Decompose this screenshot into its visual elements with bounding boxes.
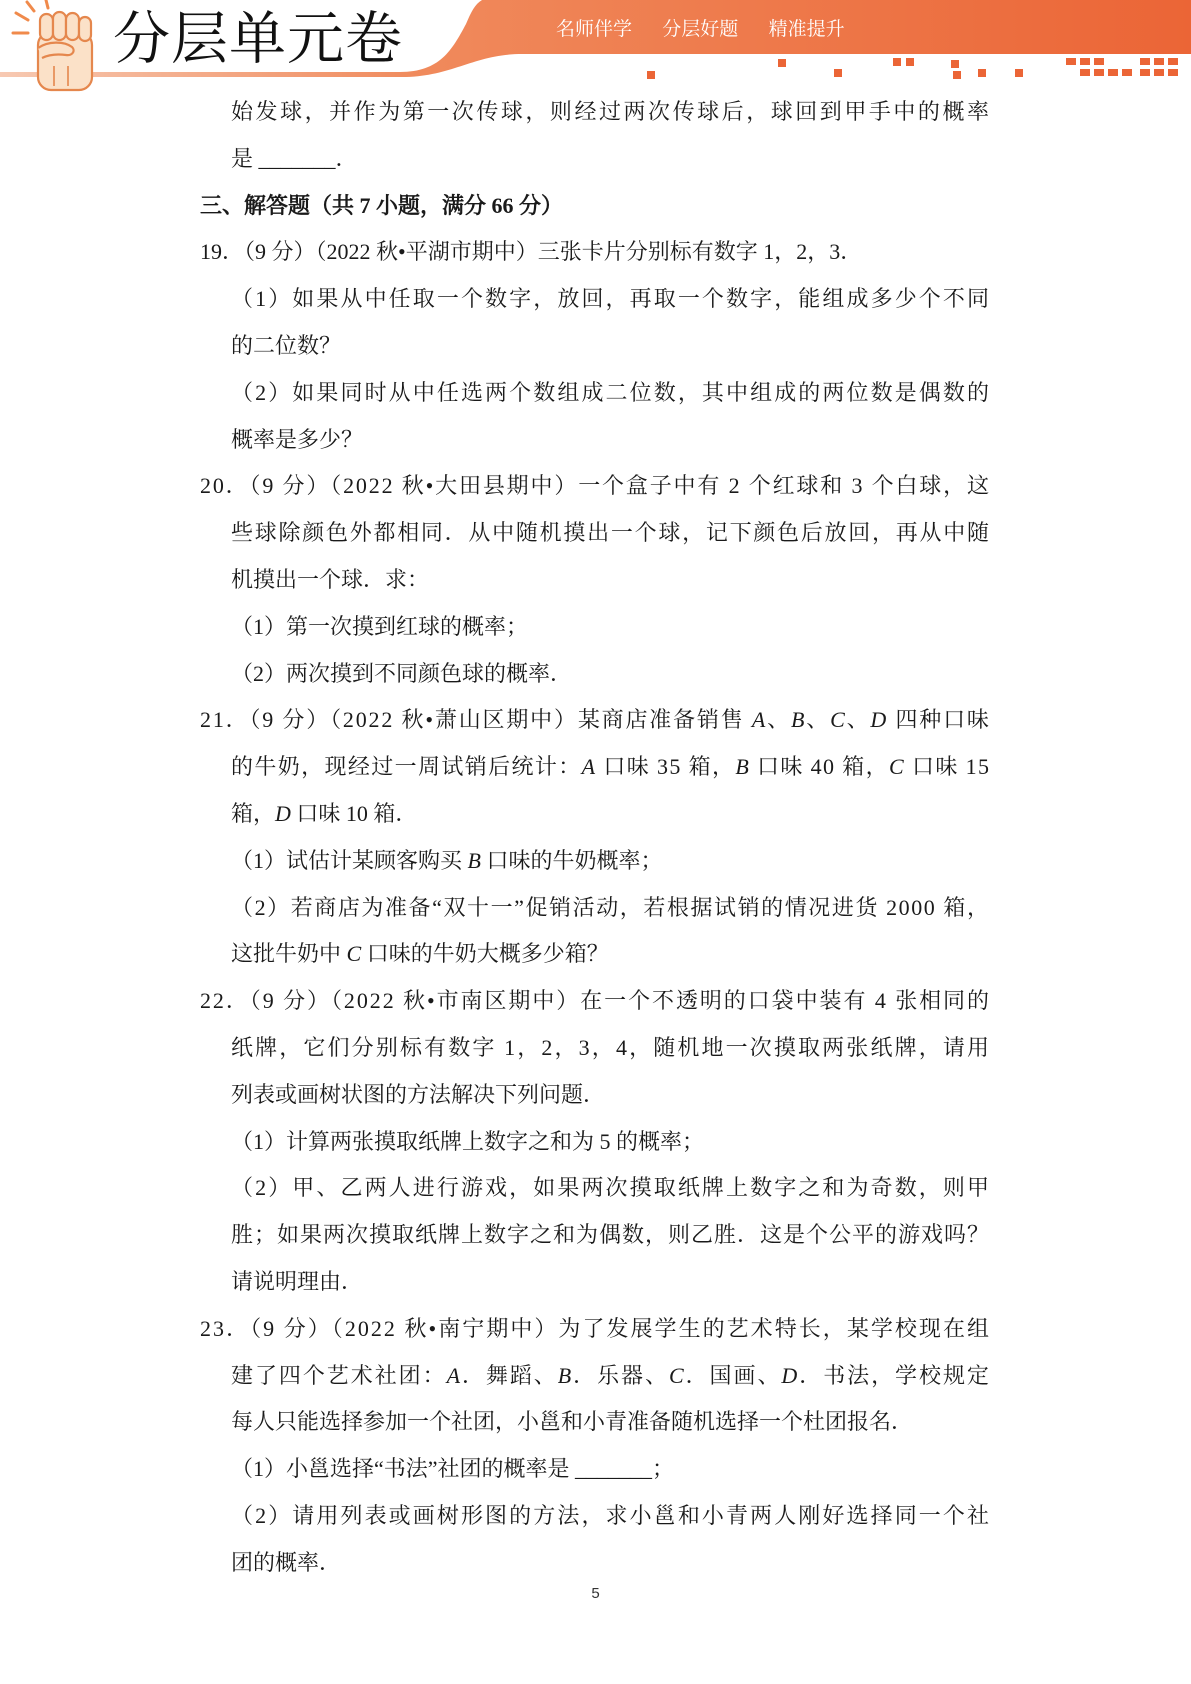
header-dot — [953, 71, 961, 79]
header-dot — [1122, 69, 1132, 76]
question-score: （9 分） — [249, 988, 331, 1014]
question-line — [200, 1493, 992, 1540]
question-text: 机摸出一个球．求： — [231, 566, 430, 592]
question-line — [200, 1353, 989, 1400]
question-text: （1）如果从中任取一个数字，放回，再取一个数字，能组成多少个不同 — [231, 286, 992, 312]
question-text: 概率是多少？ — [231, 426, 364, 452]
question-number: 23． — [200, 1315, 251, 1341]
math-variable: A — [751, 707, 768, 733]
header-dot — [778, 59, 786, 67]
question-score: （9 分） — [244, 239, 316, 265]
question-line — [200, 229, 989, 276]
header-dot — [647, 71, 655, 79]
question-line — [200, 838, 989, 885]
question-text: 一个盒子中有 2 个红球和 3 个白球，这 — [578, 473, 991, 499]
header-dot — [1140, 58, 1150, 65]
section-heading-line — [200, 183, 989, 230]
question-line — [200, 510, 989, 557]
math-variable: C — [889, 754, 906, 780]
math-variable: B — [467, 847, 481, 873]
question-text: （2）甲、乙两人进行游戏，如果两次摸取纸牌上数字之和为奇数，则甲 — [231, 1175, 992, 1201]
question-text: 的二位数？ — [231, 332, 342, 358]
question-number: 21． — [200, 707, 250, 733]
question-line — [200, 885, 989, 932]
slogan-text: 分层好题 — [662, 19, 739, 40]
header-slogans — [556, 18, 845, 42]
question-score: （9 分） — [250, 1315, 332, 1341]
fist-icon — [8, 0, 100, 96]
previous-question-text: 是 _______． — [231, 145, 358, 171]
math-variable: D — [781, 1362, 800, 1388]
slogan-text: 名师伴学 — [556, 19, 633, 40]
question-number: 20． — [200, 473, 250, 499]
header-dot — [1066, 58, 1076, 65]
question-text: （1）计算两张摸取纸牌上数字之和为 5 的概率； — [231, 1128, 705, 1154]
question-line — [200, 1259, 989, 1306]
question-line — [200, 744, 989, 791]
math-variable: C — [346, 941, 362, 967]
section-heading: 三、解答题（共 7 小题，满分 66 分） — [200, 192, 564, 218]
header-dot — [978, 69, 986, 77]
question-line — [200, 978, 989, 1025]
question-source: （2022 秋•萧山区期中） — [330, 707, 578, 733]
question-number: 19． — [200, 239, 245, 265]
question-line — [200, 370, 992, 417]
question-line — [200, 276, 992, 323]
math-variable: B — [790, 707, 807, 733]
previous-question-line — [200, 89, 992, 136]
header-dot — [834, 69, 842, 77]
question-line — [200, 1165, 992, 1212]
math-variable: C — [668, 1362, 686, 1388]
question-text: 建了四个艺术社团：A．舞蹈、B．乐器、C．国画、D．书法，学校规定 — [231, 1362, 991, 1388]
slogan-text: 精准提升 — [768, 19, 845, 40]
header-dot — [1094, 58, 1104, 65]
header-dot — [951, 60, 959, 68]
question-line — [200, 1399, 989, 1446]
question-text: （1）第一次摸到红球的概率； — [231, 613, 529, 639]
math-variable: D — [870, 707, 889, 733]
header-dot — [1140, 69, 1150, 76]
header-dot — [1154, 69, 1164, 76]
question-line — [200, 931, 989, 978]
math-variable: C — [830, 707, 847, 733]
question-text: 请说明理由． — [231, 1268, 364, 1294]
question-line — [200, 604, 989, 651]
previous-question-line — [200, 136, 989, 183]
question-line — [200, 1446, 989, 1493]
header-dots — [647, 58, 1178, 79]
previous-question-text: 始发球，并作为第一次传球，则经过两次传球后，球回到甲手中的概率 — [231, 99, 992, 124]
question-score: （9 分） — [249, 707, 331, 733]
question-line — [200, 1119, 989, 1166]
question-text: （2）两次摸到不同颜色球的概率． — [231, 660, 573, 686]
question-line — [200, 417, 989, 464]
header-dot — [1080, 69, 1090, 76]
question-text: 在一个不透明的口袋中装有 4 张相同的 — [580, 988, 991, 1014]
header-dot — [893, 58, 901, 66]
header-dot — [1080, 58, 1090, 65]
exam-content — [200, 89, 992, 1587]
question-line — [200, 1540, 989, 1587]
question-text: 每人只能选择参加一个社团，小邕和小青准备随机选择一个杜团报名． — [231, 1409, 914, 1435]
math-variable: A — [446, 1362, 462, 1388]
question-line — [200, 1025, 992, 1072]
question-text: 胜；如果两次摸取纸牌上数字之和为偶数，则乙胜．这是个公平的游戏吗？ — [231, 1222, 990, 1248]
question-text: 箱，D 口味 10 箱． — [231, 800, 418, 826]
question-line — [200, 323, 989, 370]
question-text: 三张卡片分别标有数字 1，2，3． — [537, 239, 863, 265]
question-source: （2022 秋•市南区期中） — [330, 988, 581, 1014]
question-text: 为了发展学生的艺术特长，某学校现在组 — [558, 1315, 992, 1341]
header-dot — [1154, 58, 1164, 65]
header-dot — [906, 58, 914, 66]
question-text: （2）如果同时从中任选两个数组成二位数，其中组成的两位数是偶数的 — [231, 379, 992, 405]
header-dot — [1168, 69, 1178, 76]
question-text: （1）试估计某顾客购买 B 口味的牛奶概率； — [231, 847, 663, 873]
question-source: （2022 秋•南宁期中） — [331, 1315, 559, 1341]
question-line — [200, 651, 989, 698]
question-line — [200, 1072, 989, 1119]
math-variable: D — [275, 800, 291, 826]
question-source: （2022 秋•大田县期中） — [330, 473, 579, 499]
question-line — [200, 557, 989, 604]
question-text: 纸牌，它们分别标有数字 1，2，3，4，随机地一次摸取两张纸牌，请用 — [231, 1034, 992, 1060]
question-text: （2）请用列表或画树形图的方法，求小邕和小青两人刚好选择同一个社 — [231, 1502, 992, 1528]
question-number: 22． — [200, 988, 250, 1014]
question-text: 列表或画树状图的方法解决下列问题． — [231, 1081, 606, 1107]
question-text: （2）若商店为准备“双十一”促销活动，若根据试销的情况进货 2000 箱， — [231, 894, 991, 920]
header-dot — [1168, 58, 1178, 65]
header-title: 分层单元卷 — [113, 7, 403, 71]
math-variable: B — [557, 1362, 574, 1388]
question-text: 某商店准备销售 A、B、C、D 四种口味 — [577, 707, 991, 733]
question-text: （1）小邕选择“书法”社团的概率是 _______； — [231, 1456, 675, 1482]
question-line — [200, 1306, 992, 1353]
question-text: 这批牛奶中 C 口味的牛奶大概多少箱？ — [231, 941, 609, 967]
header-dot — [1108, 69, 1118, 76]
math-variable: A — [581, 754, 597, 780]
question-text: 些球除颜色外都相同．从中随机摸出一个球，记下颜色后放回，再从中随 — [231, 520, 991, 546]
header-dot — [1094, 69, 1104, 76]
header-dot — [1015, 69, 1023, 77]
question-text: 团的概率． — [231, 1549, 342, 1575]
math-variable: B — [735, 754, 751, 780]
question-line — [200, 463, 989, 510]
question-line — [200, 791, 989, 838]
question-score: （9 分） — [249, 473, 331, 499]
question-line — [200, 697, 989, 744]
page-number: 5 — [591, 1585, 600, 1602]
question-line — [200, 1212, 989, 1259]
question-source: （2022 秋•平湖市期中） — [315, 239, 538, 265]
question-text: 的牛奶，现经过一周试销后统计：A 口味 35 箱，B 口味 40 箱，C 口味 15 — [231, 754, 991, 780]
